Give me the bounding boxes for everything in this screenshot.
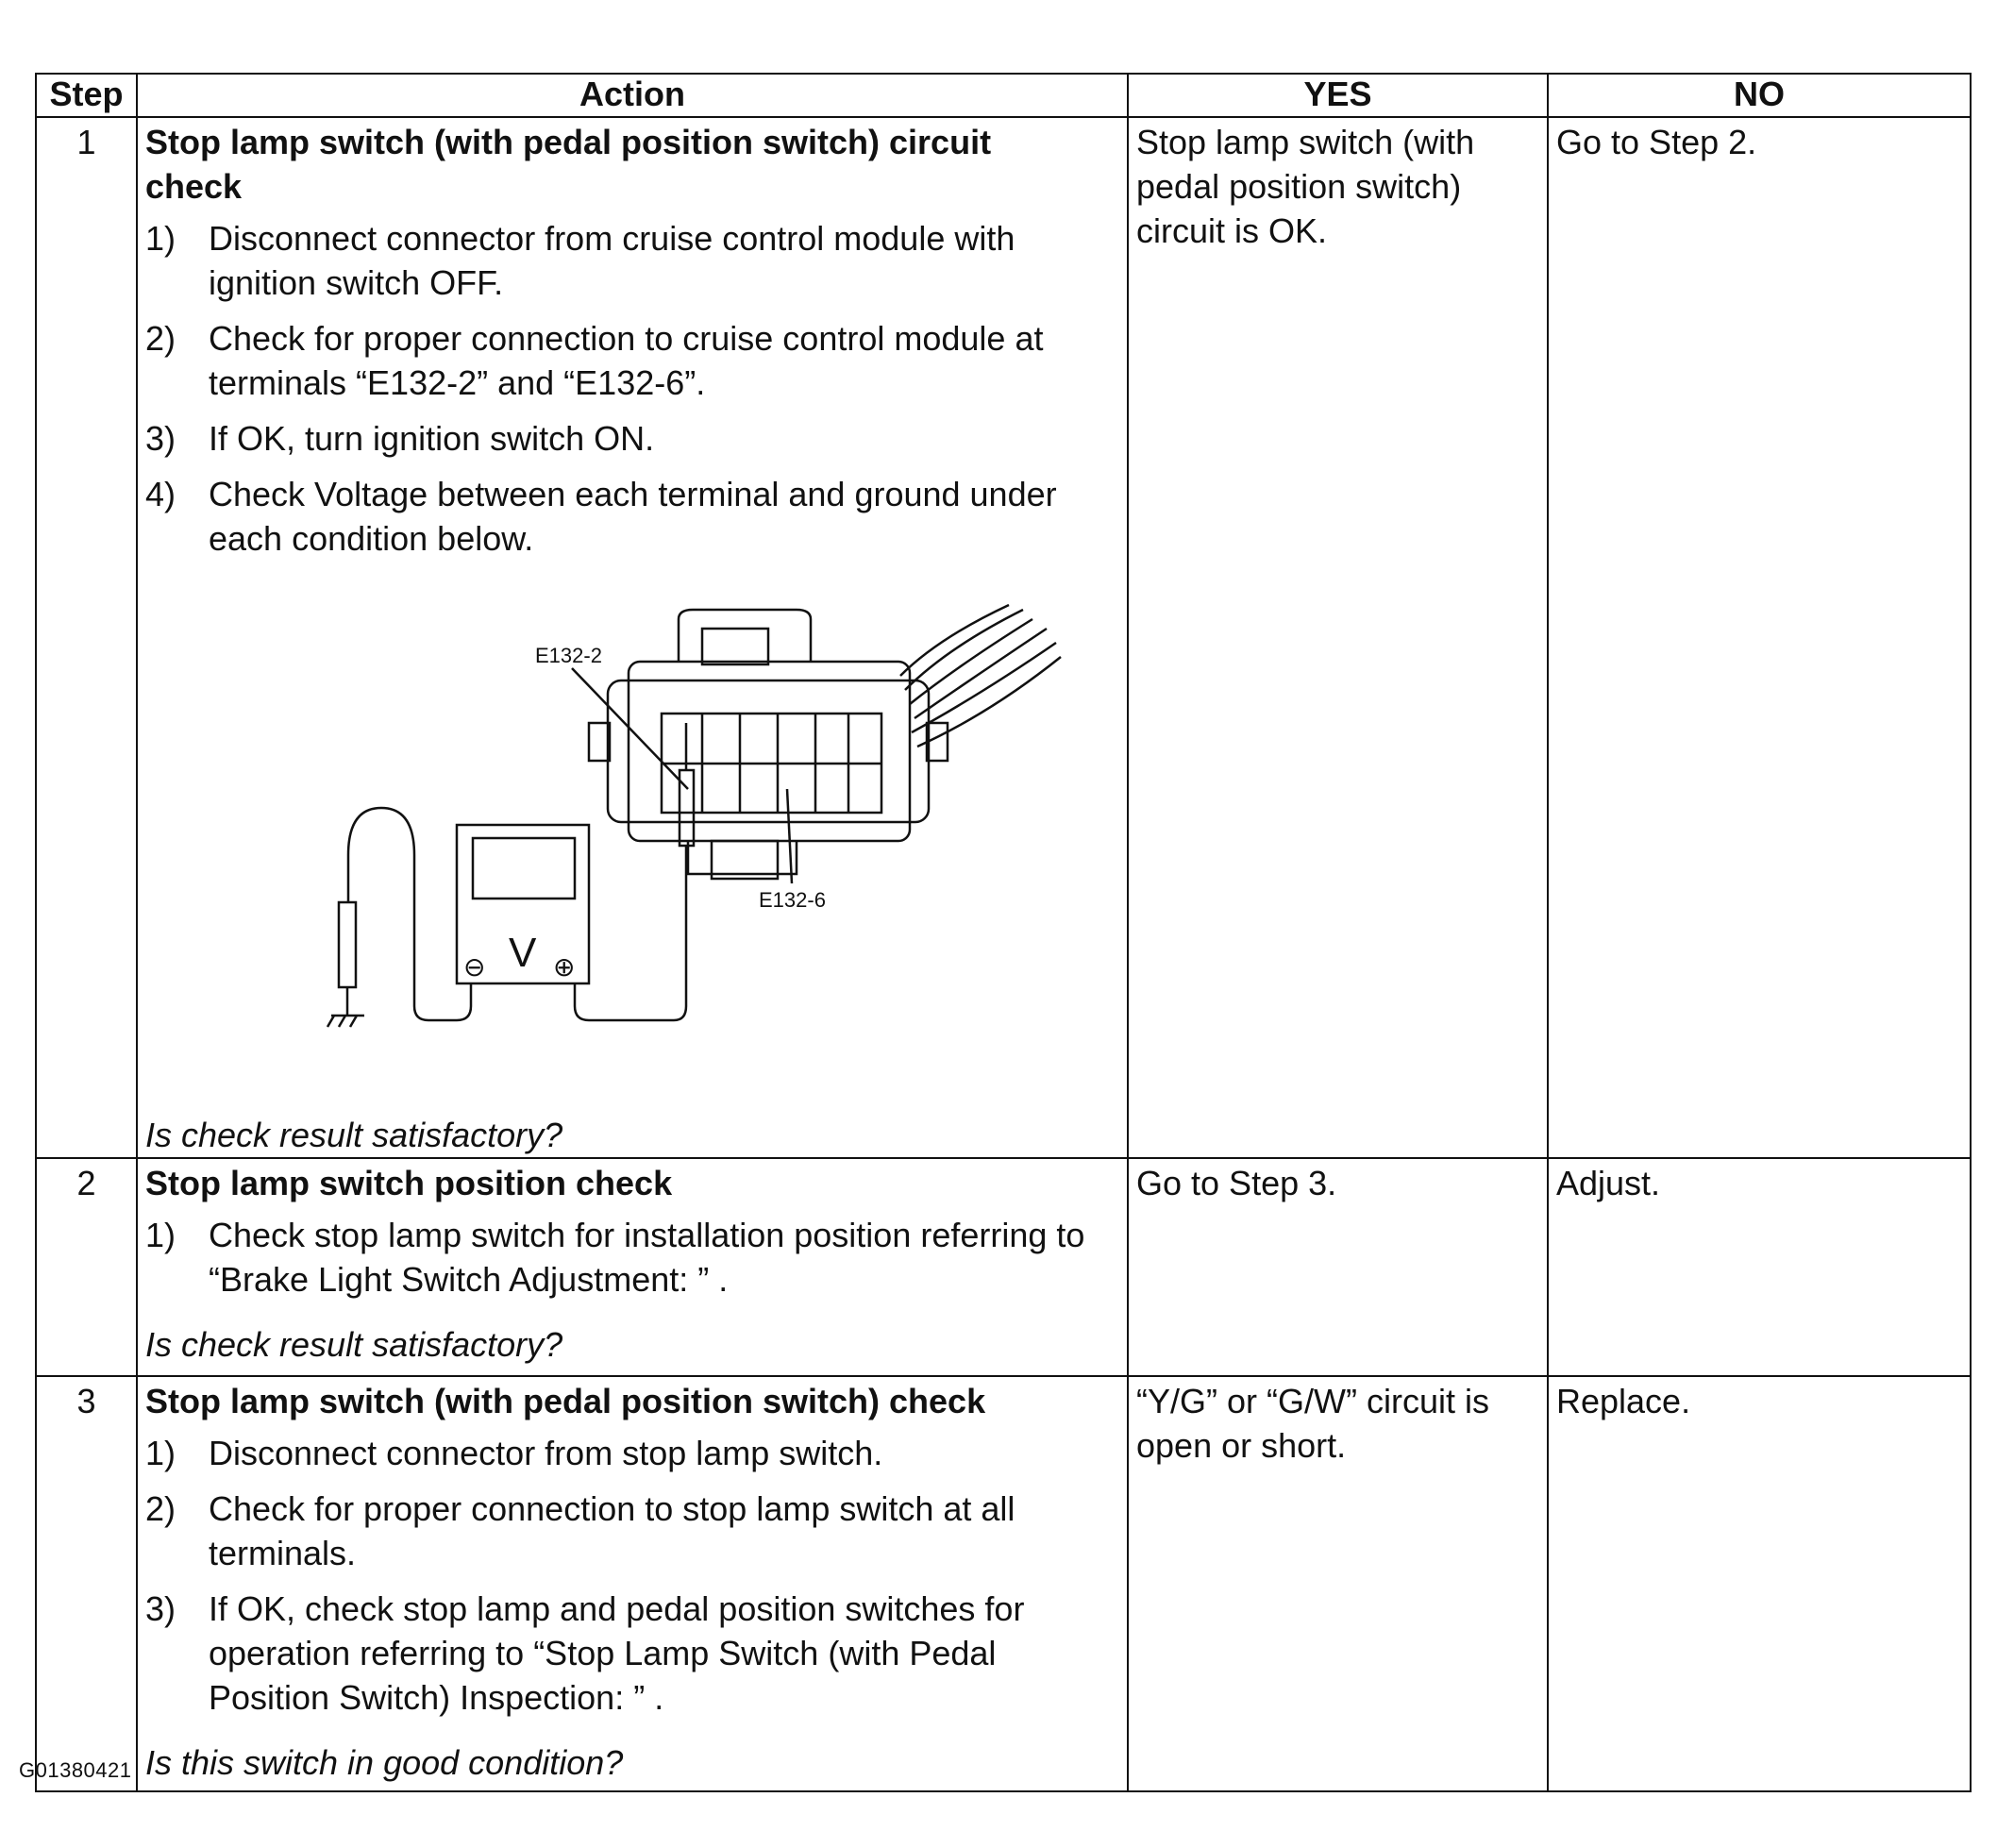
- item-text: Disconnect connector from stop lamp switch.: [209, 1434, 883, 1472]
- table-row-step-3: [36, 1376, 1971, 1791]
- step-number: 1: [36, 117, 137, 1158]
- header-yes: YES: [1128, 74, 1548, 117]
- meter-symbol: V: [509, 930, 537, 976]
- negative-lead: [348, 808, 471, 1020]
- step-title-line-2: check: [145, 167, 243, 206]
- item-number: 3): [145, 419, 176, 458]
- step-title: [145, 120, 1119, 209]
- voltage-check-diagram: [145, 572, 1119, 1105]
- terminal-label-e132-2: E132-2: [535, 644, 602, 667]
- connector-latch-window: [702, 629, 768, 664]
- action-cell: [137, 117, 1128, 1158]
- table-header-row: [36, 74, 1971, 117]
- connector-body: [629, 662, 910, 841]
- item-number: 2): [145, 1489, 176, 1528]
- table-row-step-2: [36, 1158, 1971, 1376]
- plus-icon: ⊕: [553, 952, 576, 982]
- check-question: Is check result satisfactory?: [145, 1116, 563, 1154]
- step-title: Stop lamp switch position check: [145, 1164, 673, 1202]
- voltmeter-display: [473, 838, 575, 899]
- list-item: [145, 472, 1119, 561]
- check-question: Is this switch in good condition?: [145, 1743, 624, 1782]
- instruction-list: [145, 1213, 1119, 1302]
- item-text: If OK, check stop lamp and pedal position switches for operation referring to “Stop Lamp Switch (with Pedal Position Switch) Inspection: ” .: [209, 1589, 1025, 1717]
- ground-probe: [339, 902, 356, 987]
- yes-cell: Go to Step 3.: [1128, 1158, 1548, 1376]
- connector-voltmeter-illustration: [145, 572, 1117, 1105]
- no-cell: Replace.: [1548, 1376, 1971, 1791]
- wire-bundle: [900, 605, 1061, 747]
- header-no: NO: [1548, 74, 1971, 117]
- step-number: 3: [36, 1376, 137, 1791]
- step-title-line-1: Stop lamp switch (with pedal position switch) circuit: [145, 123, 992, 161]
- list-item: [145, 1213, 1119, 1302]
- procedure-table: [35, 73, 1972, 1792]
- no-cell: Adjust.: [1548, 1158, 1971, 1376]
- list-item: [145, 1431, 1119, 1475]
- check-question: Is check result satisfactory?: [145, 1325, 563, 1364]
- step-number: 2: [36, 1158, 137, 1376]
- item-text: Check for proper connection to cruise control module at terminals “E132-2” and “E132-6”.: [209, 319, 1044, 402]
- item-number: 2): [145, 319, 176, 358]
- instruction-list: [145, 216, 1119, 561]
- list-item: [145, 1487, 1119, 1575]
- positive-lead: [575, 846, 686, 1020]
- figure-code: G01380421: [19, 1758, 132, 1782]
- step-title: Stop lamp switch (with pedal position switch) check: [145, 1382, 986, 1420]
- list-item: [145, 216, 1119, 305]
- action-cell: [137, 1376, 1128, 1791]
- connector-top-latch: [679, 610, 811, 662]
- item-text: Check for proper connection to stop lamp switch at all terminals.: [209, 1489, 1015, 1572]
- yes-cell: “Y/G” or “G/W” circuit is open or short.: [1128, 1376, 1548, 1791]
- item-number: 4): [145, 475, 176, 513]
- list-item: [145, 416, 1119, 461]
- header-step: Step: [36, 74, 137, 117]
- item-number: 3): [145, 1589, 176, 1628]
- terminal-label-e132-6: E132-6: [759, 888, 826, 912]
- yes-cell: Stop lamp switch (with pedal position switch) circuit is OK.: [1128, 117, 1548, 1158]
- item-text: Check Voltage between each terminal and ground under each condition below.: [209, 475, 1057, 558]
- minus-icon: ⊖: [463, 952, 486, 982]
- table-row-step-1: [36, 117, 1971, 1158]
- no-cell: Go to Step 2.: [1548, 117, 1971, 1158]
- item-number: 1): [145, 1434, 176, 1472]
- header-action: Action: [137, 74, 1128, 117]
- item-text: If OK, turn ignition switch ON.: [209, 419, 655, 458]
- item-number: 1): [145, 219, 176, 258]
- list-item: [145, 1587, 1119, 1720]
- item-number: 1): [145, 1216, 176, 1254]
- item-text: Check stop lamp switch for installation position referring to “Brake Light Switch Adjustment: ” .: [209, 1216, 1085, 1299]
- instruction-list: [145, 1431, 1119, 1720]
- list-item: [145, 316, 1119, 405]
- action-cell: [137, 1158, 1128, 1376]
- item-text: Disconnect connector from cruise control module with ignition switch OFF.: [209, 219, 1015, 302]
